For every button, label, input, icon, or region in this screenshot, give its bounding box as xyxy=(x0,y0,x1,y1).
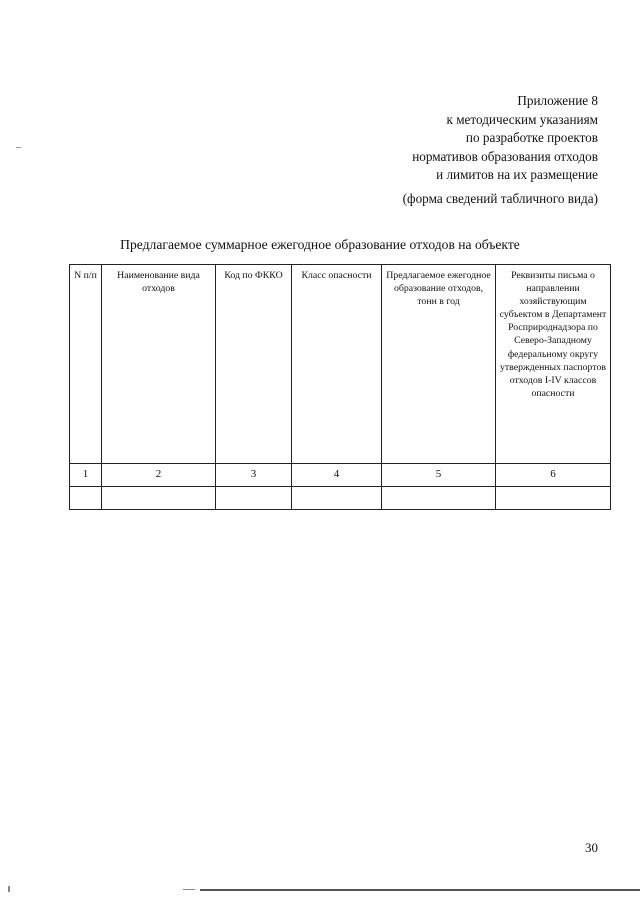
appendix-line: нормативов образования отходов xyxy=(412,148,598,164)
appendix-heading xyxy=(412,92,598,185)
col-header-hazard-class: Класс опасности xyxy=(292,265,382,464)
empty-cell xyxy=(496,487,611,510)
column-number: 5 xyxy=(382,464,496,487)
appendix-line: Приложение 8 xyxy=(517,93,598,108)
column-number-row xyxy=(70,464,611,487)
column-number: 4 xyxy=(292,464,382,487)
form-note: (форма сведений табличного вида) xyxy=(402,191,598,206)
col-header-waste-name: Наименование вида отходов xyxy=(102,265,216,464)
col-header-number: N п/п xyxy=(70,265,102,464)
scan-dash xyxy=(183,889,195,890)
appendix-line: к методическим указаниям xyxy=(446,111,598,127)
empty-cell xyxy=(292,487,382,510)
scan-mark xyxy=(8,886,10,892)
empty-cell xyxy=(216,487,292,510)
table-title: Предлагаемое суммарное ежегодное образование отходов на объекте xyxy=(120,237,520,252)
page-number: 30 xyxy=(585,840,598,855)
table-header-row xyxy=(70,265,611,464)
waste-table xyxy=(69,264,611,510)
column-number: 6 xyxy=(496,464,611,487)
empty-data-row xyxy=(70,487,611,510)
col-header-annual-amount: Предлагаемое ежегодное образование отходов, тонн в год xyxy=(382,265,496,464)
margin-mark xyxy=(16,147,21,148)
appendix-line: по разработке проектов xyxy=(465,130,598,145)
column-number: 1 xyxy=(70,464,102,487)
appendix-line: и лимитов на их размещение xyxy=(436,167,598,182)
col-header-fkko-code: Код по ФККО xyxy=(216,265,292,464)
column-number: 2 xyxy=(102,464,216,487)
col-header-letter-details: Реквизиты письма о направлении хозяйствующим субъектом в Департамент Росприроднадзора по Северо-Западному федеральному округу утвержденных паспортов отходов I-IV классов опасности xyxy=(496,265,611,464)
empty-cell xyxy=(382,487,496,510)
scan-edge-line xyxy=(200,889,640,891)
column-number: 3 xyxy=(216,464,292,487)
empty-cell xyxy=(102,487,216,510)
empty-cell xyxy=(70,487,102,510)
